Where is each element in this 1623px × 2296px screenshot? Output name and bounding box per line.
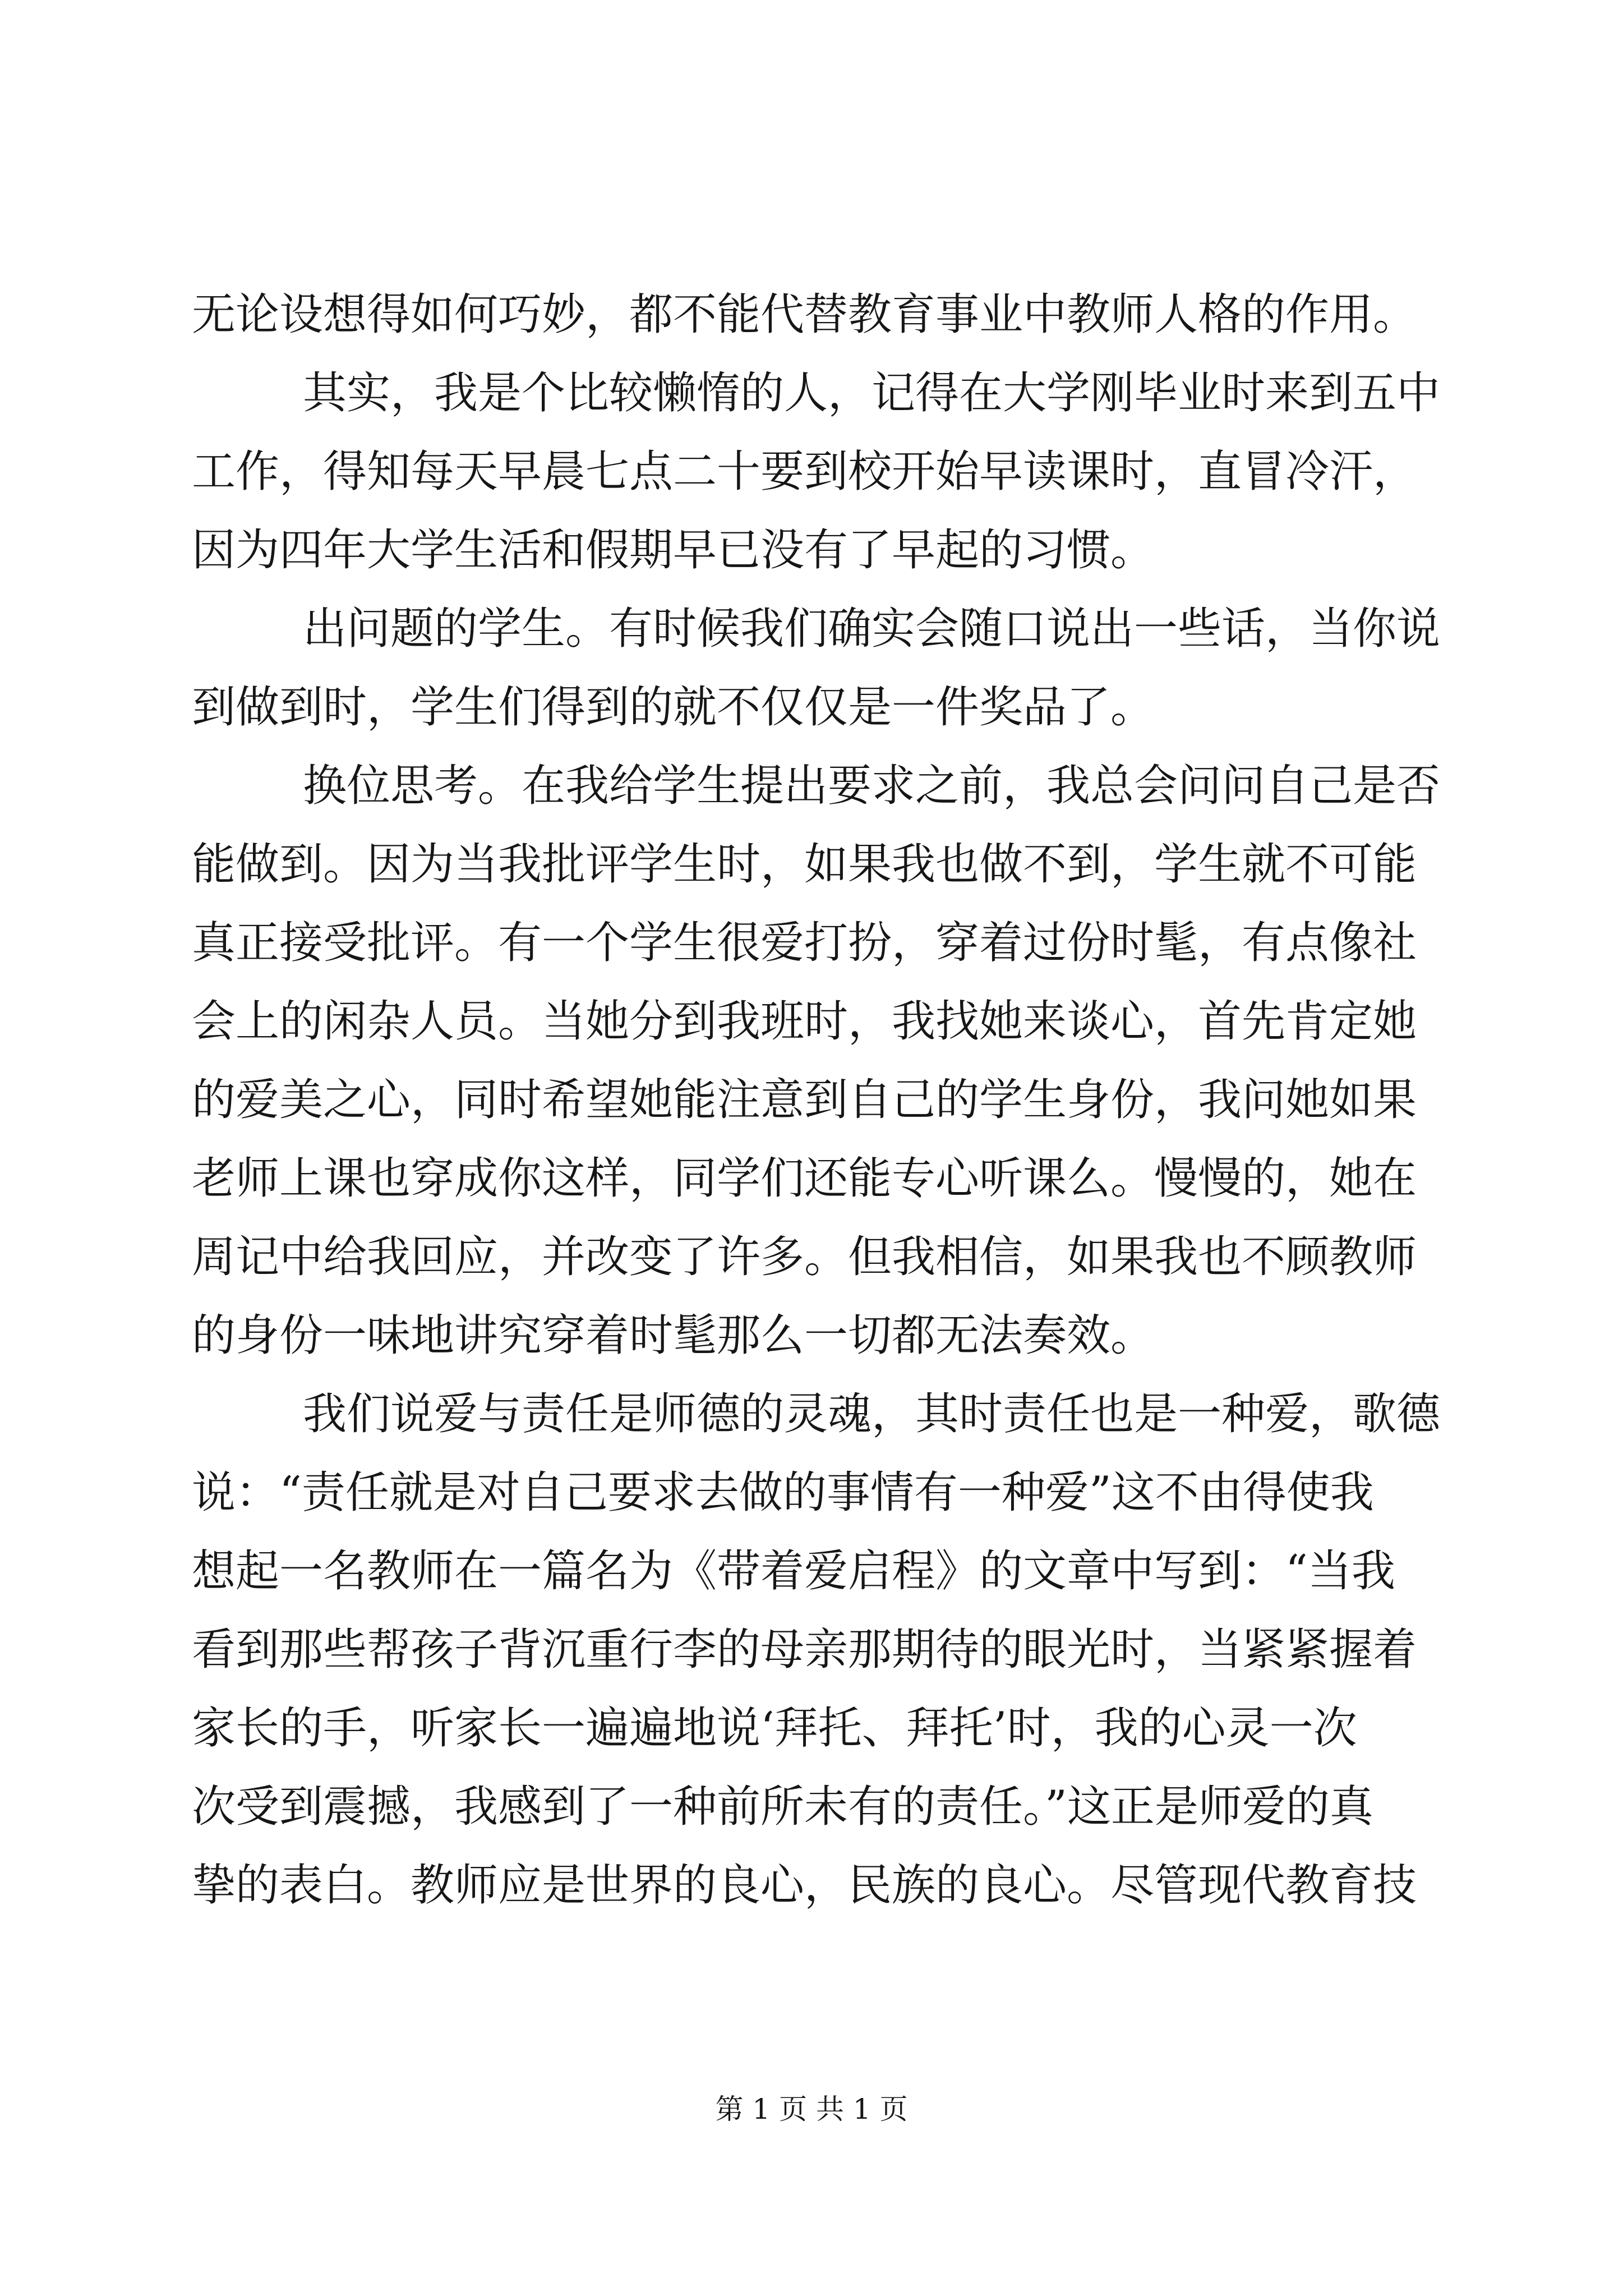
text-line: 因为四年大学生活和假期早已没有了早起的习惯。	[192, 525, 1155, 576]
text-line: 换位思考。在我给学生提出要求之前，我总会问问自己是否	[303, 761, 1441, 811]
text-line: 其实，我是个比较懒惰的人，记得在大学刚毕业时来到五中	[303, 368, 1441, 418]
text-line: 想起一名教师在一篇名为《带着爱启程》的文章中写到：“当我	[192, 1546, 1395, 1596]
text-line: 看到那些帮孩子背沉重行李的母亲那期待的眼光时，当紧紧握着	[192, 1625, 1417, 1675]
text-line: 工作，得知每天早晨七点二十要到校开始早读课时，直冒冷汗，	[192, 447, 1417, 497]
text-line: 周记中给我回应，并改变了许多。但我相信，如果我也不顾教师	[192, 1232, 1417, 1282]
page-number-footer: 第 1 页 共 1 页	[715, 2093, 908, 2125]
text-line: 真正接受批评。有一个学生很爱打扮，穿着过份时髦，有点像社	[192, 918, 1417, 968]
text-line: 次受到震撼，我感到了一种前所未有的责任。”这正是师爱的真	[192, 1782, 1373, 1832]
text-line: 挚的表白。教师应是世界的良心，民族的良心。尽管现代教育技	[192, 1860, 1417, 1911]
text-line: 会上的闲杂人员。当她分到我班时，我找她来谈心，首先肯定她	[192, 996, 1417, 1047]
text-line: 出问题的学生。有时候我们确实会随口说出一些话，当你说	[303, 604, 1441, 654]
text-line: 能做到。因为当我批评学生时，如果我也做不到，学生就不可能	[192, 839, 1417, 890]
text-line: 的身份一味地讲究穿着时髦那么一切都无法奏效。	[192, 1310, 1155, 1361]
text-line: 老师上课也穿成你这样，同学们还能专心听课么。慢慢的，她在	[192, 1153, 1417, 1204]
text-line: 的爱美之心，同时希望她能注意到自己的学生身份，我问她如果	[192, 1075, 1417, 1125]
text-line: 我们说爱与责任是师德的灵魂，其时责任也是一种爱，歌德	[303, 1389, 1441, 1439]
text-line: 无论设想得如何巧妙，都不能代替教育事业中教师人格的作用。	[192, 289, 1417, 340]
text-line: 说：“责任就是对自己要求去做的事情有一种爱”这不由得使我	[192, 1467, 1374, 1518]
text-line: 到做到时，学生们得到的就不仅仅是一件奖品了。	[192, 682, 1155, 733]
text-line: 家长的手，听家长一遍遍地说‘拜托、拜托’时，我的心灵一次	[192, 1703, 1357, 1754]
